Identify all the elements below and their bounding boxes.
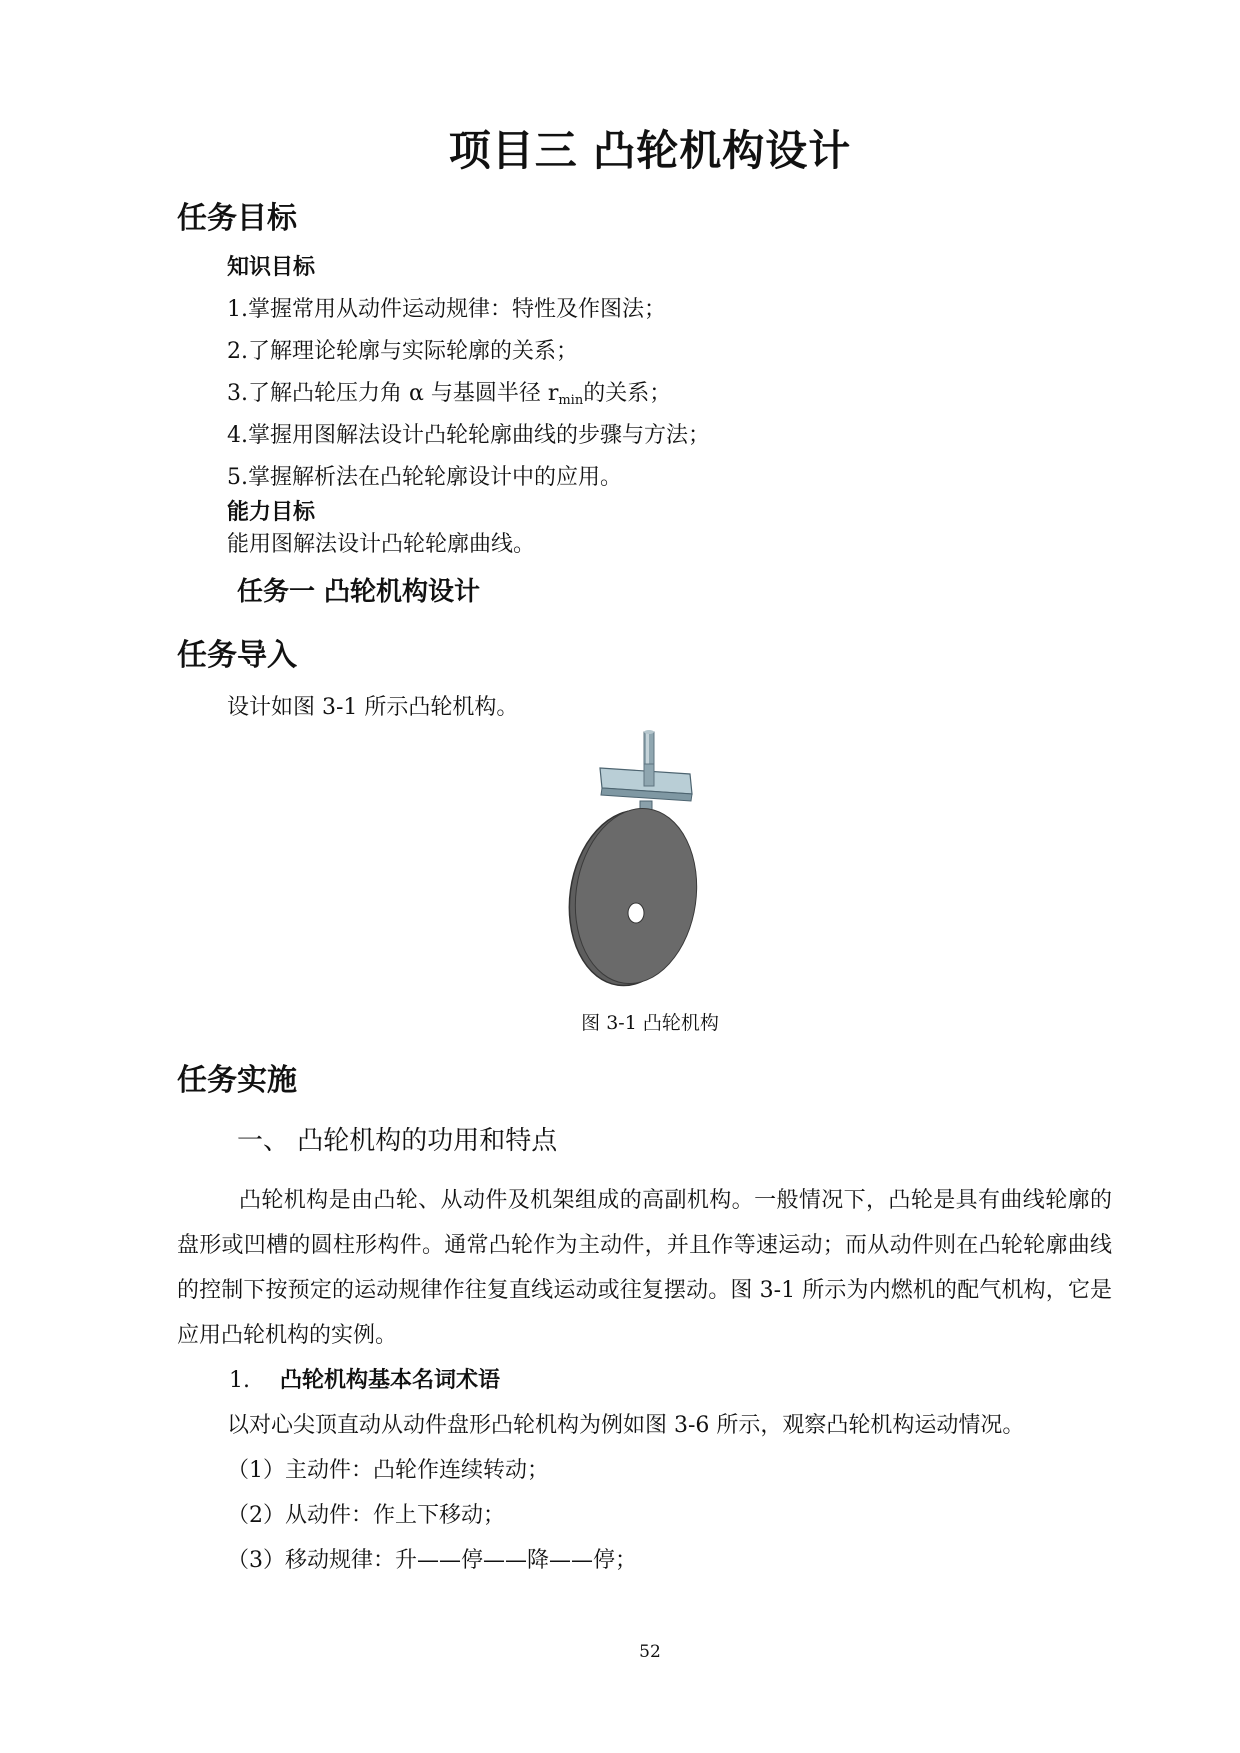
numbered-heading-text: 凸轮机构基本名词术语 [280, 1368, 501, 1393]
list-item: （2）从动件：作上下移动； [227, 1503, 505, 1528]
knowledge-item-2: 2.了解理论轮廓与实际轮廓的关系； [227, 339, 578, 364]
section-title: 一、 凸轮机构的功用和特点 [237, 1126, 558, 1156]
intro-text: 设计如图 3-1 所示凸轮机构。 [227, 695, 519, 720]
figure-caption: 图 3-1 凸轮机构 [581, 1012, 719, 1034]
page-number: 52 [639, 1642, 661, 1662]
task-title: 任务一 凸轮机构设计 [237, 577, 481, 607]
rmin-subscript: min [558, 393, 584, 408]
intro-heading: 任务导入 [177, 638, 297, 673]
list-item: （3）移动规律：升——停——降——停； [227, 1548, 637, 1573]
goals-heading: 任务目标 [177, 201, 297, 236]
ability-goals-heading: 能力目标 [227, 500, 316, 525]
implementation-heading: 任务实施 [177, 1063, 297, 1098]
numbered-heading-number: 1. [229, 1368, 250, 1393]
numbered-heading [229, 1363, 500, 1394]
knowledge-item-3-after: 的关系； [583, 381, 672, 406]
knowledge-goals-heading: 知识目标 [227, 255, 316, 280]
knowledge-item-3 [227, 376, 671, 408]
cam-disc [560, 801, 708, 988]
body-paragraph: 凸轮机构是由凸轮、从动件及机架组成的高副机构。一般情况下，凸轮是具有曲线轮廓的盘形或凹槽的圆柱形构件。通常凸轮作为主动件，并且作等速运动；而从动件则在凸轮轮廓曲线的控制下按预定的运动规律作往复直线运动或往复摆动。图 3-1 所示为内燃机的配气机构，它是应用凸轮机构的实例。 [177, 1188, 1112, 1348]
knowledge-item-4: 4.掌握用图解法设计凸轮轮廓曲线的步骤与方法； [227, 423, 710, 448]
knowledge-item-1: 1.掌握常用从动件运动规律：特性及作图法； [227, 297, 666, 322]
follower-plate [600, 764, 692, 801]
knowledge-item-5: 5.掌握解析法在凸轮轮廓设计中的应用。 [227, 465, 622, 490]
observe-text: 以对心尖顶直动从动件盘形凸轮机构为例如图 3-6 所示，观察凸轮机构运动情况。 [227, 1413, 1025, 1438]
knowledge-item-3-before: 3.了解凸轮压力角 α 与基圆半径 r [227, 381, 559, 406]
page-title: 项目三 凸轮机构设计 [448, 126, 852, 175]
cam-mechanism-figure [560, 728, 760, 988]
list-item: （1）主动件：凸轮作连续转动； [227, 1458, 549, 1483]
ability-goals-text: 能用图解法设计凸轮轮廓曲线。 [227, 532, 536, 557]
